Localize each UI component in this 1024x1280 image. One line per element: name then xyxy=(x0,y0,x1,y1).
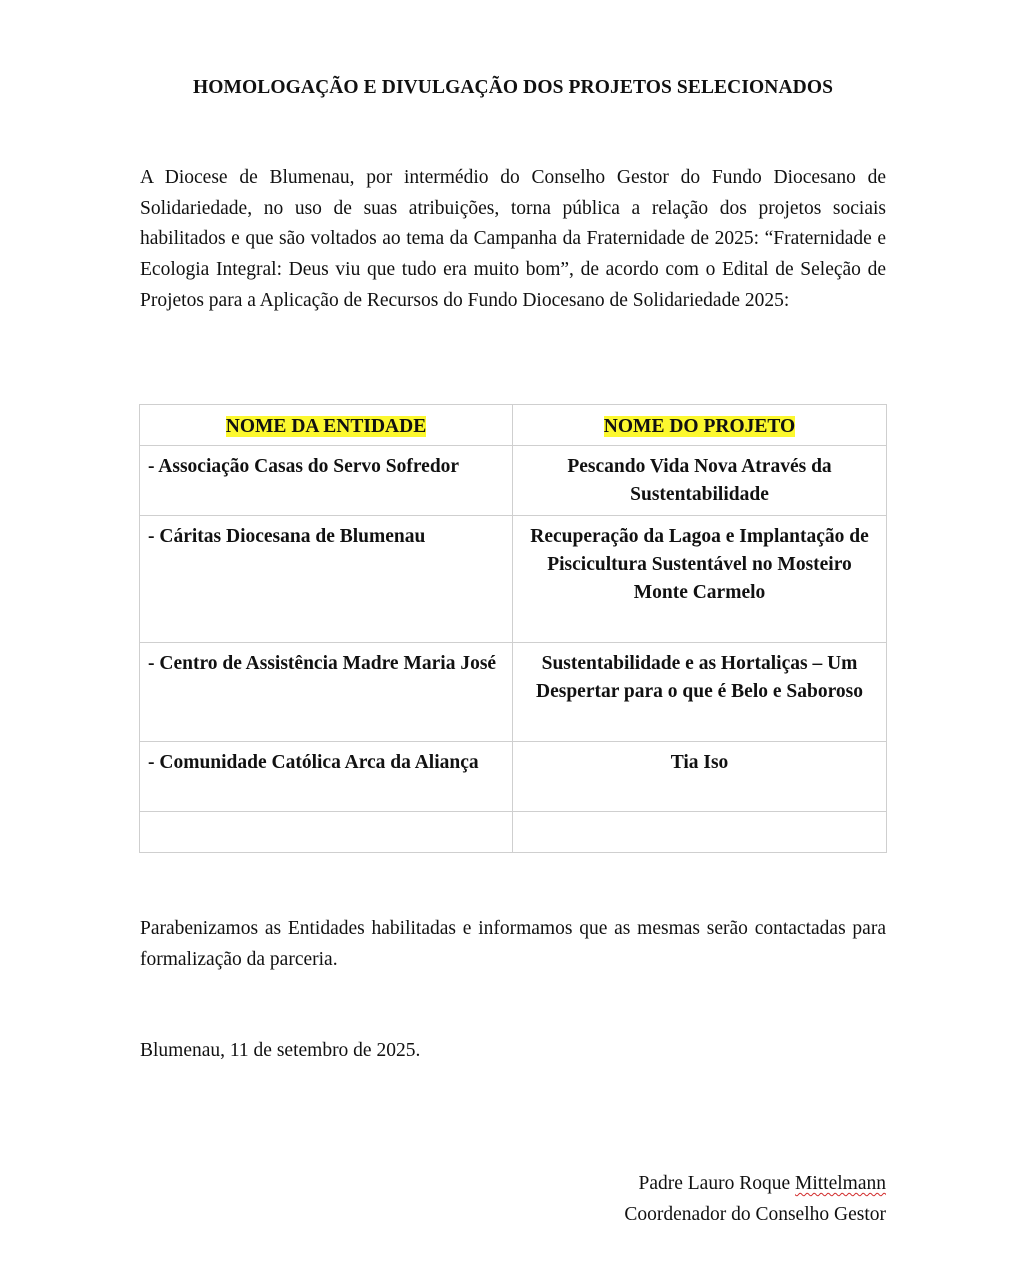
intro-paragraph: A Diocese de Blumenau, por intermédio do Conselho Gestor do Fundo Diocesano de Solidariedade, no uso de suas atribuições, torna pública a relação dos projetos sociais habilitados e que são voltados ao tema da Campanha da Fraternidade de 2025: “Fraternidade e Ecologia Integral: Deus viu que tudo era muito bom”, de acordo com o Edital de Seleção de Projetos para a Aplicação de Recursos do Fundo Diocesano de Solidariedade 2025: xyxy=(140,167,886,311)
selected-projects-table xyxy=(139,404,887,853)
project-cell: Recuperação da Lagoa e Implantação de Piscicultura Sustentável no Mosteiro Monte Carmelo xyxy=(513,516,887,643)
entity-cell: - Associação Casas do Servo Sofredor xyxy=(140,446,513,516)
project-cell: Sustentabilidade e as Hortaliças – Um Despertar para o que é Belo e Saboroso xyxy=(513,643,887,742)
table-row xyxy=(140,643,887,742)
entity-cell: - Comunidade Católica Arca da Aliança xyxy=(140,742,513,812)
table-row xyxy=(140,446,887,516)
table-header-row xyxy=(140,405,887,446)
table-row xyxy=(140,742,887,812)
entity-cell: - Cáritas Diocesana de Blumenau xyxy=(140,516,513,643)
table-row xyxy=(140,516,887,643)
header-entity-label: NOME DA ENTIDADE xyxy=(225,416,427,437)
entity-cell: - Centro de Assistência Madre Maria José xyxy=(140,643,513,742)
signatory-name-prefix: Padre Lauro Roque xyxy=(638,1173,795,1194)
project-cell: Pescando Vida Nova Através da Sustentabilidade xyxy=(513,446,887,516)
document-title: HOMOLOGAÇÃO E DIVULGAÇÃO DOS PROJETOS SELECIONADOS xyxy=(192,77,834,98)
header-project-label: NOME DO PROJETO xyxy=(603,416,796,437)
project-cell-empty xyxy=(513,812,887,853)
entity-cell-empty xyxy=(140,812,513,853)
signatory-surname: Mittelmann xyxy=(795,1173,886,1194)
project-cell: Tia Iso xyxy=(513,742,887,812)
header-entity xyxy=(140,405,513,446)
dateline: Blumenau, 11 de setembro de 2025. xyxy=(140,1040,421,1061)
header-project xyxy=(513,405,887,446)
signatory-name xyxy=(624,1168,886,1199)
table-row-empty xyxy=(140,812,887,853)
signatory-role: Coordenador do Conselho Gestor xyxy=(624,1204,886,1225)
closing-paragraph: Parabenizamos as Entidades habilitadas e informamos que as mesmas serão contactadas para formalização da parceria. xyxy=(140,918,886,970)
signature-block xyxy=(624,1168,886,1230)
